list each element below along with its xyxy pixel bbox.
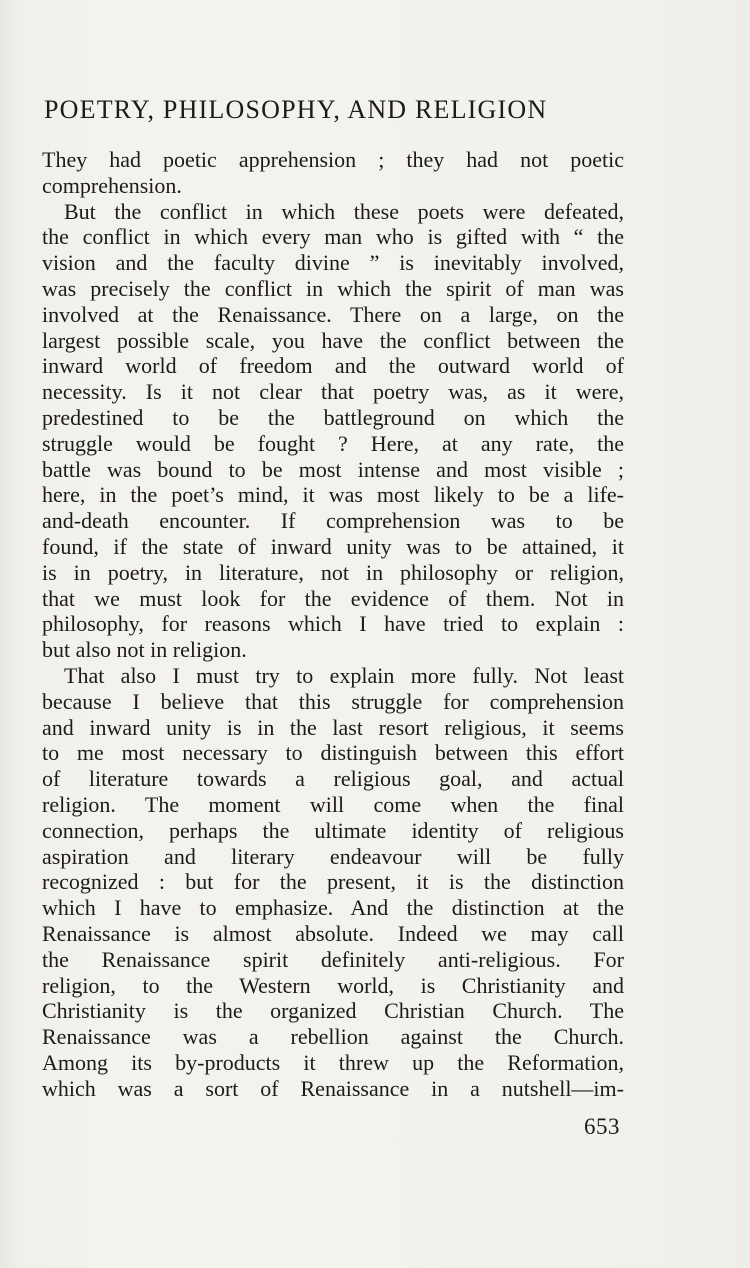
text-line: Renaissance is almost absolute. Indeed we may call (42, 920, 624, 946)
text-line: aspiration and literary endeavour will be fully (42, 843, 624, 869)
text-line: because I believe that this struggle for comprehension (42, 688, 624, 714)
text-line: predestined to be the battleground on which the (42, 404, 624, 430)
text-line: religion, to the Western world, is Christianity and (42, 972, 624, 998)
text-line: but also not in religion. (42, 637, 247, 663)
text-line: which I have to emphasize. And the distinction at the (42, 895, 624, 921)
text-line: Renaissance was a rebellion against the Church. (42, 1024, 624, 1050)
text-line: But the conflict in which these poets were defeated, (64, 198, 624, 224)
text-line: That also I must try to explain more fully. Not least (64, 662, 624, 688)
text-line: They had poetic apprehension ; they had not poetic (42, 147, 624, 172)
text-line: the Renaissance spirit definitely anti-religious. For (42, 946, 624, 972)
text-line: necessity. Is it not clear that poetry was, as it were, (42, 379, 624, 405)
text-line: struggle would be fought ? Here, at any rate, the (42, 430, 624, 456)
running-head: POETRY, PHILOSOPHY, AND RELIGION (44, 95, 548, 124)
text-line: comprehension. (42, 172, 182, 198)
text-line: inward world of freedom and the outward world of (42, 353, 624, 379)
text-line: is in poetry, in literature, not in philosophy or religion, (42, 559, 624, 585)
text-line: to me most necessary to distinguish between this effort (42, 740, 624, 766)
text-line: Among its by-products it threw up the Reformation, (42, 1049, 624, 1075)
text-line: Christianity is the organized Christian Church. The (42, 998, 624, 1024)
text-line: largest possible scale, you have the conflict between the (42, 327, 624, 353)
text-line: connection, perhaps the ultimate identity of religious (42, 817, 624, 843)
text-line: involved at the Renaissance. There on a large, on the (42, 301, 624, 327)
text-line: recognized : but for the present, it is the distinction (42, 869, 624, 895)
text-line: and-death encounter. If comprehension was to be (42, 508, 624, 534)
text-line: was precisely the conflict in which the spirit of man was (42, 275, 624, 301)
body-text (42, 147, 624, 1101)
text-line: found, if the state of inward unity was to be attained, it (42, 533, 624, 559)
text-line: battle was bound to be most intense and most visible ; (42, 456, 624, 482)
text-line: vision and the faculty divine ” is inevitably involved, (42, 250, 624, 276)
text-line: that we must look for the evidence of them. Not in (42, 585, 624, 611)
text-line: of literature towards a religious goal, and actual (42, 766, 624, 792)
text-line: which was a sort of Renaissance in a nutshell—im- (42, 1075, 624, 1101)
text-line: and inward unity is in the last resort religious, it seems (42, 714, 624, 740)
text-line: here, in the poet’s mind, it was most likely to be a life- (42, 482, 624, 508)
text-line: the conflict in which every man who is gifted with “ the (42, 224, 624, 250)
page-number: 653 (584, 1114, 620, 1139)
text-line: religion. The moment will come when the final (42, 791, 624, 817)
text-line: philosophy, for reasons which I have tried to explain : (42, 611, 624, 637)
